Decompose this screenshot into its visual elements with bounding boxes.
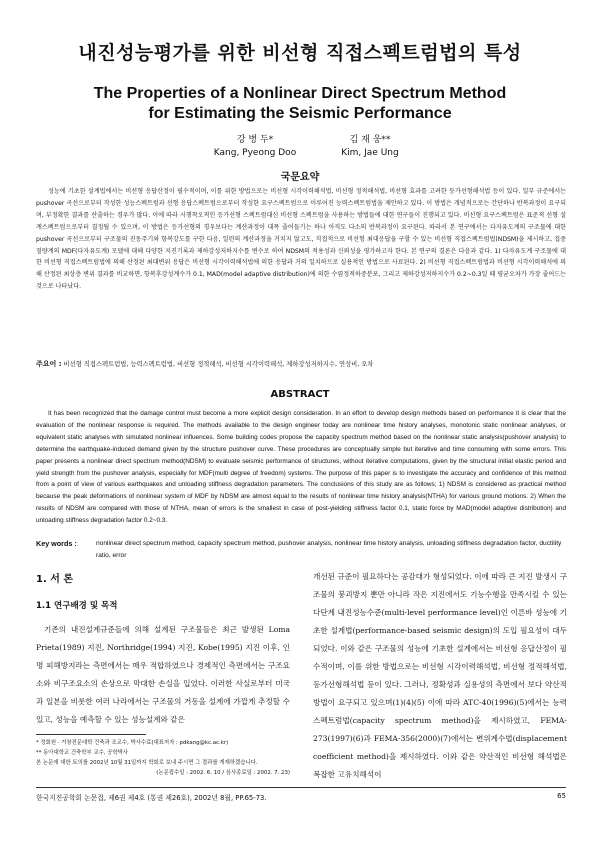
author-2-kr: 김 재 웅** [349,135,391,145]
title-english-line1: The Properties of a Nonlinear Direct Spectrum Method [93,85,507,102]
keywords-en-label: Key words : [36,539,77,548]
abstract-kr-text: 성능에 기초한 설계법에서는 비선형 응답산정이 필수적이며, 이를 위한 방법으로는 비선형 시각이력해석법, 비선형 정적해석법, 비선형 효과를 고려한 등가선형해석법 등이 있다. 일부 규준에서는 pushover 곡선으로부터 작성한 성능스펙트럼과 선형 응답스펙트럼으로부터 작성한 요구스펙트럼으로 이루어진 능력스펙트럼법을 제안하고 있다. 이 방법은 개념적으로는 간단하나 반복과정이 요구되며, 부정확한 결과를 산출하는 경우가 많다. 이에 따라 시행착오적인 등가선형 스펙트럼대신 비선형 스펙트럼을 사용하는 방법들에 대한 연구들이 진행되고 있다. 비선형 요구스펙트럼은 표준적 선형 설계스펙트럼으로부터 결정될 수 있으며, 이 방법은 등가선형의 경우보다는 계산과정이 대폭 줄어들기는 하나 아직도 다소의 반복과정이 요구된다. 따라서 본 연구에서는 다자유도계의 구조물에 대한 pushover 곡선으로부터 구조물의 진동주기와 항복강도를 구한 다음, 일련의 계산과정을 거치지 않고도, 직접적으로 비선형 최대응답을 구할 수 있는 비선형 직접스펙트럼법(NDSM)을 제시하고, 집중질량계의 MDF(다자유도계) 모델에 대해 다양한 지진기록과 제하강성저하지수를 변수로 하여 NDSM의 적용성과 신뢰성을 평가하고자 한다. 본 연구의 결론은 다음과 같다. 1) 다자유도계 구조물에 대한 비선형 직접스펙트럼법에 의해 산정된 최대변위 응답은 비선형 시각이력해석법에 의한 응답과 거의 일치하므로 실용적인 방법으로 사료된다. 2) 비선형 직접스펙트럼법과 비선형 시각이력해석에 의해 산정된 최상층 변위 결과를 비교하면, 항복후강성계수가 0.1, MAD(model adaptive distribution)에 의한 수렴정적하중분포, 그리고 제하강성저하지수가 0.2~0.3일 때 평균오차가 가장 줄어드는 것으로 나타났다. [36,188,566,291]
body-right-column [313,568,567,784]
title-korean: 내진성능평가를 위한 비선형 직접스펙트럼법의 특성 [78,42,522,64]
keywords-kr-text: 비선형 직접스펙트럼법, 능력스펙트럼법, 비선형 정적해석, 비선형 시각이력해석, 제하강성저하지수, 연성비, 오차 [63,361,374,368]
abstract-en-text: It has been recognized that the damage control must become a more explicit design consideration. In an effort to develop design methods based on performance it is clear that the evaluation of the nonlinear response is required. The methods available to the design engineer today are nonlinear time history analyses, monotonic static nonlinear analyses, or equivalent static analyses with simulated nonlinear influences. Some building codes propose the capacity spectrum method based on the nonlinear static analysis(pushover analysis) to determine the earthquake-induced demand given by the structure pushover curve. These procedures are conceptually simple but iterative and time consuming with some errors. This paper presents a nonlinear direct spectrum method(NDSM) to evaluate seismic performance of structures, without iterative computations, given by the structural initial elastic period and yield strength from the pushover analysis, especially for MDF(multi degree of freedom) systems. The purpose of this paper is to investigate the accuracy and confidence of this method from a point of view of various earthquakes and unloading stiffness degradation parameters. The conclusions of this study are as follows; 1) NDSM is considered as practical method because the peak deformations of nonlinear system of MDF by NDSM are almost equal to the results of nonlinear time history analysis(NTHA) for various ground motions. 2) When the results of NDSM are compared with those of NTHA, mean of errors is the smallest in case of post-yielding stiffness factor 0.1, static force by MAD(model adaptive distribution) and unloading stiffness degradation factor 0.2~0.3. [36,410,566,525]
abstract-kr-heading: 국문요약 [280,172,320,183]
title-english-line2: for Estimating the Seismic Performance [148,105,452,122]
footnote-2: ** 동아대학교 건축학부 교수, 공학박사 [36,750,129,756]
page-number: 65 [557,792,566,800]
section-1-1-heading: 1.1 연구배경 및 목적 [36,601,118,611]
body-right-text: 개선된 규준이 필요하다는 공감대가 형성되었다. 이에 따라 큰 지진 발생시 구조물의 붕괴방지 뿐만 아니라 작은 지진에서도 기능수행을 만족시킬 수 있는 다단계 내진성능수준(multi-level performance level)인 이른바 성능에 기초한 설계법(performance-based seismic design)의 도입 필요성이 대두되었다. 이와 같은 구조물의 성능에 기초한 설계에서는 비선형 응답산정이 필수적이며, 이를 위한 방법으로는 비선형 시각이력해석법, 비선형 정적해석법, 등가선형해석법 등이 있다. 그러나, 정확성과 실용성의 측면에서 보다 약산적 방법이 요구되고 있으며(1)(4)(5) 이에 따라 ATC-40(1996)(5)에서는 능력스펙트럼법(capacity spectrum method)을 제시하였고, FEMA-273(1997)(6)과 FEMA-356(2000)(7)에서는 변위계수법(displacement coefficient method)을 제시하였다. 이와 같은 약산적인 비선형 해석법은 복잡한 고유치해석이 [313,572,567,779]
journal-citation: 한국지진공학회 논문집, 제6권 제4호 (통권 제26호), 2002년 8월, PP.65-73. [36,794,267,802]
keywords-en [36,538,566,562]
footnote-4: (논문접수일 : 2002. 6. 10 / 심사종료일 : 2002. 7. 23) [156,770,290,776]
author-1-en: Kang, Pyeong Doo [213,148,297,158]
title-english [0,84,600,124]
keywords-kr-label: 주요어 : [36,360,62,368]
keywords-kr [36,358,566,371]
author-2 [290,134,450,160]
body-left-text: 기존의 내진설계규준들에 의해 설계된 구조물들은 최근 발생된 Loma Prieta(1989) 지진, Northridge(1994) 지진, Kobe(1995) 지진 이후, 인명 피해방지라는 측면에서는 매우 적합하였으나 경제적인 측면에서는 구조요소와 비구조요소의 손상으로 막대한 손실을 입었다. 이러한 사실로부터 미국과 일본을 비롯한 여러 나라에서는 구조물의 거동을 설계에 가깝게 추정할 수 있고, 성능을 예측할 수 있는 성능설계와 같은 [36,625,290,724]
footer-divider [36,787,566,788]
footnote-divider [36,734,146,735]
author-1-kr: 강 병 두* [236,135,274,145]
abstract-en-heading: ABSTRACT [270,389,330,400]
section-1-heading: 1. 서 론 [36,574,74,585]
keywords-en-text: nonlinear direct spectrum method, capacity spectrum method, pushover analysis, nonlinear time history analysis, unloading stiffness degradation factor, ductility ratio, error [96,540,562,559]
footnote-3: 본 논문에 대한 토의를 2002년 10월 31일까지 학회로 보내 주시면 그 결과를 게재하겠습니다. [36,760,258,766]
body-left-column [36,570,290,729]
footnote-1: * 정회원 · 거창전문대학 건축과 조교수, 박사수료(대표저자 : pdkang@kc.ac.kr) [36,740,229,746]
footnotes [36,738,290,778]
author-2-en: Kim, Jae Ung [341,148,399,158]
